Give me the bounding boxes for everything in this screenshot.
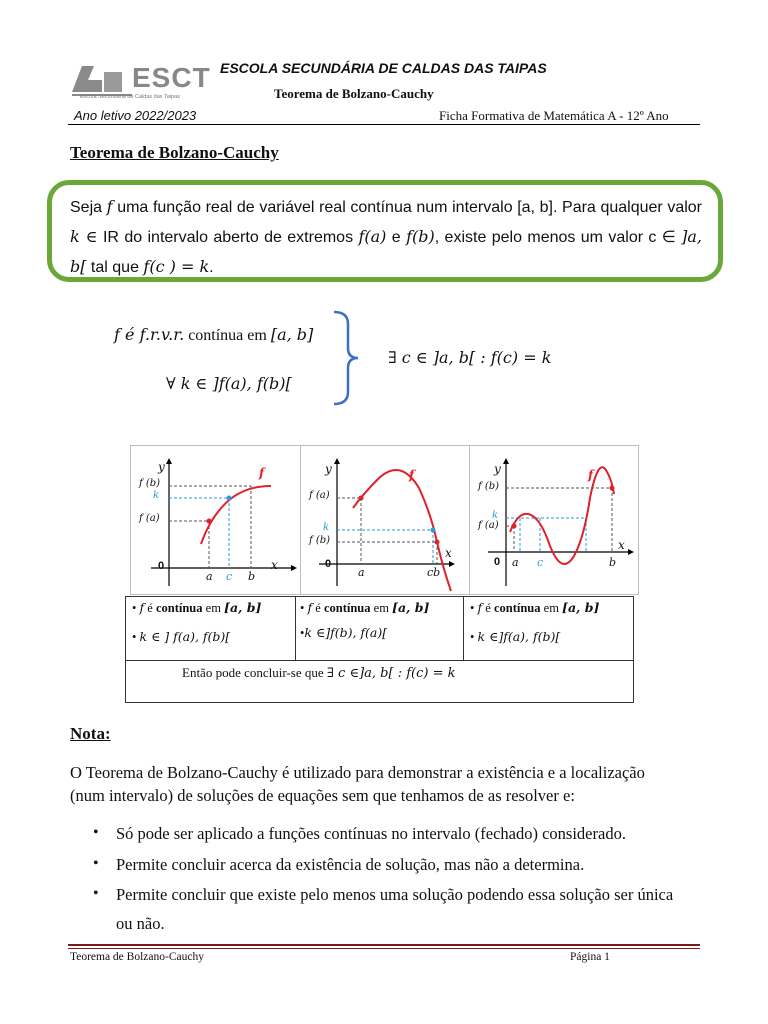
table-conclusion-math: ∃ c ∈]a, b[ : f(c) = k xyxy=(326,666,456,681)
graph-3-a-label: a xyxy=(512,556,519,569)
school-name: ESCOLA SECUNDÁRIA DE CALDAS DAS TAIPAS xyxy=(220,60,547,76)
page-title: Teorema de Bolzano-Cauchy xyxy=(70,143,279,162)
graph-3-x-label: x xyxy=(618,538,625,552)
theorem-statement xyxy=(70,192,702,282)
theorem-equation: f(c ) = k xyxy=(143,257,210,276)
school-logo xyxy=(72,62,211,104)
graph-1-fb-label: f (b) xyxy=(139,478,161,489)
cell-3-line-1: • f é contínua em [a, b] xyxy=(470,600,600,615)
graph-2-fa-label: f (a) xyxy=(309,490,330,501)
cell-1-f: f xyxy=(139,600,145,615)
nota-bullet-3: Permite concluir que existe pelo menos uma solução podendo essa solução ser única xyxy=(116,885,674,904)
theorem-fb: f(b) xyxy=(406,227,435,246)
graph-1-origin: 0 xyxy=(158,560,165,572)
cell-1-continua: contínua xyxy=(155,601,203,615)
cell-1-interval: [a, b] xyxy=(224,600,262,615)
bullet-dot: • xyxy=(93,855,99,872)
cell-1-em: em xyxy=(202,601,225,615)
footer-rule xyxy=(68,944,700,946)
theorem-text-5: , existe pelo menos um valor c ∈ xyxy=(434,229,682,246)
graph-oscillating xyxy=(469,445,639,595)
table-cell-1 xyxy=(126,597,296,661)
sheet-name: Ficha Formativa de Matemática A - 12º Ano xyxy=(439,108,669,123)
cell-2-k: k ∈]f(b), f(a)[ xyxy=(304,625,388,640)
footer-rule-thin xyxy=(68,948,700,949)
table-conclusion-text: Então pode concluir-se que xyxy=(182,665,327,680)
nota-bullet-2: Permite concluir acerca da existência de solução, mas não a determina. xyxy=(116,855,585,874)
formula-line-2: ∀ k ∈ ]f(a), f(b)[ xyxy=(166,374,292,393)
cell-2-line-2: •k ∈]f(b), f(a)[ xyxy=(300,625,388,640)
theorem-text-6: tal que xyxy=(86,259,144,276)
cell-3-f: f xyxy=(477,600,483,615)
cell-2-e: é xyxy=(312,601,324,615)
nota-paragraph-1: O Teorema de Bolzano-Cauchy é utilizado para demonstrar a existência e a localização xyxy=(70,763,645,782)
graph-1-c-label: c xyxy=(226,570,233,583)
graph-1-k-label: k xyxy=(153,490,160,501)
page-number: Página 1 xyxy=(570,951,610,963)
graph-2-cb-label: cb xyxy=(427,566,441,579)
table-conclusion xyxy=(182,665,455,681)
school-year: Ano letivo 2022/2023 xyxy=(74,108,197,123)
graph-3-f-label: f xyxy=(588,468,594,482)
cell-3-k: k ∈]f(a), f(b)[ xyxy=(477,629,561,644)
footer-title: Teorema de Bolzano-Cauchy xyxy=(70,951,204,963)
theorem-f: f xyxy=(106,197,113,216)
graph-2-k-label: k xyxy=(323,522,330,533)
theorem-text-2: uma função real de variável real contínua num intervalo [a, b]. Para qualquer valor xyxy=(112,199,703,216)
graph-1-x-label: x xyxy=(271,558,278,572)
conditions-table xyxy=(125,596,634,703)
theorem-fa: f(a) xyxy=(358,227,387,246)
cell-2-f: f xyxy=(307,600,313,615)
cell-3-continua: contínua xyxy=(493,601,541,615)
graph-2-a-label: a xyxy=(358,566,365,579)
graph-3-fa-label: f (a) xyxy=(478,520,499,531)
nota-paragraph-2: (num intervalo) de soluções de equações sem que tenhamos de as resolver e: xyxy=(70,786,575,805)
bullet-dot: • xyxy=(93,885,99,902)
formula-hypothesis-math: f é f.r.v.r. xyxy=(114,325,185,344)
theorem-text-4: e xyxy=(386,229,407,246)
header-rule xyxy=(68,124,700,125)
theorem-k: k ∈ xyxy=(70,227,98,246)
formula-hypothesis-interval: [a, b] xyxy=(270,325,314,344)
formula-line-1 xyxy=(114,325,313,345)
graph-2-f-label: f xyxy=(409,468,415,482)
logo-subtext: Escola Secundária de Caldas das Taipas xyxy=(80,94,180,100)
graph-1-b-label: b xyxy=(248,570,256,583)
cell-1-e: é xyxy=(144,601,156,615)
table-cell-3 xyxy=(464,597,633,661)
graph-increasing xyxy=(130,445,301,595)
graph-1-a-label: a xyxy=(206,570,213,583)
formula-hypothesis-text: contínua em xyxy=(184,327,271,344)
cell-2-line-1: • f é contínua em [a, b] xyxy=(300,600,430,615)
header-subtitle: Teorema de Bolzano-Cauchy xyxy=(274,86,434,101)
graph-3-origin: 0 xyxy=(494,556,501,568)
cell-2-continua: contínua xyxy=(323,601,371,615)
graph-2-y-label: y xyxy=(325,462,332,476)
nota-bullet-1: Só pode ser aplicado a funções contínuas no intervalo (fechado) considerado. xyxy=(116,824,626,843)
cell-3-em: em xyxy=(540,601,563,615)
cell-2-em: em xyxy=(370,601,393,615)
table-cell-2 xyxy=(296,597,464,661)
theorem-text-7: . xyxy=(209,259,214,276)
logo-text: ESCT xyxy=(132,62,211,93)
curly-brace xyxy=(330,310,360,406)
graph-2-fb-label: f (b) xyxy=(309,535,331,546)
cell-1-line-1: • f é contínua em [a, b] xyxy=(132,600,262,615)
bullet-dot: • xyxy=(93,824,99,841)
graph-2-x-label: x xyxy=(445,546,452,560)
nota-bullet-3-cont: ou não. xyxy=(116,914,165,933)
graph-3-k-label: k xyxy=(492,510,499,521)
theorem-text-3: IR do intervalo aberto de extremos xyxy=(97,229,359,246)
cell-1-k: k ∈ ] f(a), f(b)[ xyxy=(139,629,231,644)
cell-2-interval: [a, b] xyxy=(392,600,430,615)
graph-1-y-label: y xyxy=(158,460,165,474)
graph-3-fb-label: f (b) xyxy=(478,481,500,492)
cell-3-line-2: • k ∈]f(a), f(b)[ xyxy=(470,629,561,644)
cell-3-interval: [a, b] xyxy=(562,600,600,615)
theorem-interval: ]a, b[ xyxy=(70,227,703,276)
graph-3-y-label: y xyxy=(494,462,501,476)
graph-1-fa-label: f (a) xyxy=(139,513,160,524)
cell-1-line-2: • k ∈ ] f(a), f(b)[ xyxy=(132,629,231,644)
formula-conclusion: ∃ c ∈ ]a, b[ : f(c) = k xyxy=(388,348,552,367)
theorem-text-1: Seja xyxy=(70,199,107,216)
cell-3-e: é xyxy=(482,601,494,615)
nota-heading: Nota: xyxy=(70,724,111,743)
graph-2-origin: 0 xyxy=(325,558,332,570)
graph-decreasing xyxy=(300,445,470,595)
graph-3-b-label: b xyxy=(609,556,617,569)
graph-1-f-label: f xyxy=(259,466,265,480)
graph-3-c-label: c xyxy=(537,556,544,569)
